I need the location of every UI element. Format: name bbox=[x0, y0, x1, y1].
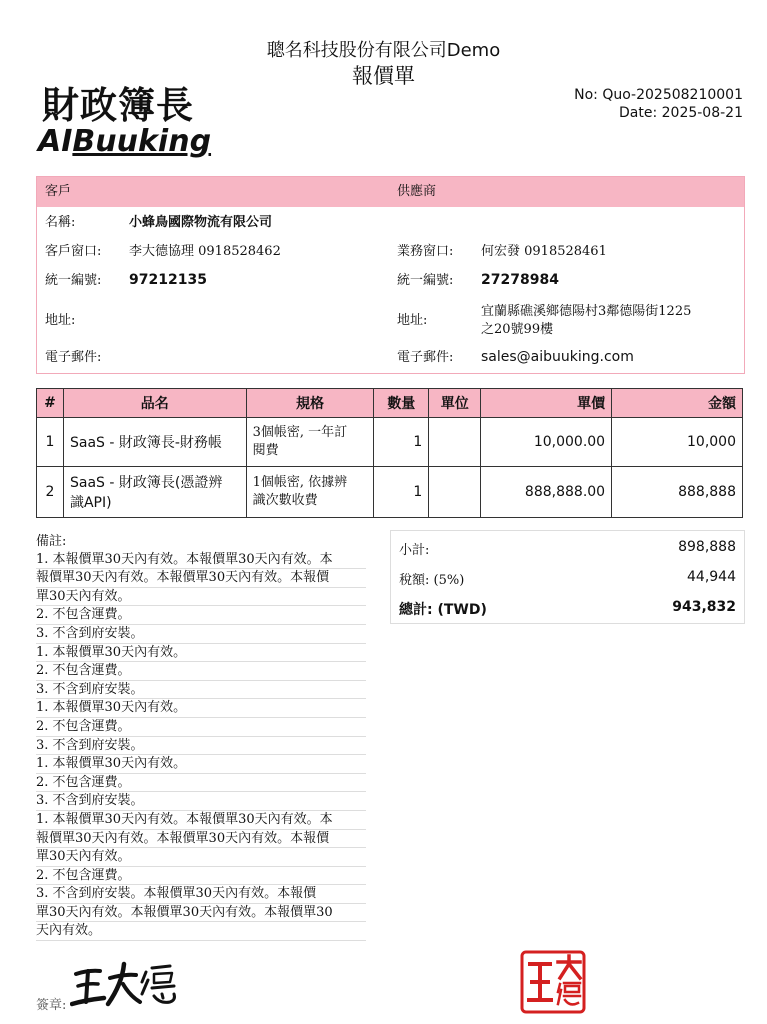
note-line: 2. 不包含運費。 bbox=[36, 606, 366, 625]
supplier-email: sales@aibuuking.com bbox=[481, 349, 634, 365]
item-price: 888,888.00 bbox=[481, 467, 612, 518]
item-unit bbox=[429, 418, 481, 467]
col-header-num: # bbox=[37, 389, 64, 418]
item-spec bbox=[246, 418, 374, 467]
note-line: 2. 不包含運費。 bbox=[36, 774, 366, 793]
note-line: 單30天內有效。本報價單30天內有效。本報價單30 bbox=[36, 904, 366, 923]
total-row bbox=[399, 599, 736, 619]
note-line: 3. 不含到府安裝。 bbox=[36, 792, 366, 811]
signature-label: 簽章: bbox=[36, 998, 67, 1013]
item-name bbox=[63, 467, 246, 518]
note-line: 1. 本報價單30天內有效。本報價單30天內有效。本 bbox=[36, 551, 366, 570]
customer-section-label: 客戶 bbox=[45, 184, 72, 199]
subtotal-value: 898,888 bbox=[678, 539, 736, 555]
company-stamp bbox=[520, 950, 586, 1014]
item-qty: 1 bbox=[374, 467, 429, 518]
logo-english-prefix: AI bbox=[38, 124, 73, 159]
note-line: 1. 本報價單30天內有效。 bbox=[36, 755, 366, 774]
customer-name-label: 名稱: bbox=[45, 215, 76, 230]
customer-name: 小蜂鳥國際物流有限公司 bbox=[129, 215, 273, 230]
note-line: 天內有效。 bbox=[36, 922, 366, 941]
note-line: 報價單30天內有效。本報價單30天內有效。本報價 bbox=[36, 830, 366, 849]
note-line: 報價單30天內有效。本報價單30天內有效。本報價 bbox=[36, 569, 366, 588]
col-header-amount: 金額 bbox=[612, 389, 743, 418]
note-line: 單30天內有效。 bbox=[36, 588, 366, 607]
customer-address-label: 地址: bbox=[45, 313, 76, 328]
note-line: 3. 不含到府安裝。本報價單30天內有效。本報價 bbox=[36, 885, 366, 904]
parties-box bbox=[36, 176, 745, 374]
note-line: 1. 本報價單30天內有效。本報價單30天內有效。本 bbox=[36, 811, 366, 830]
customer-contact: 李大德協理 0918528462 bbox=[129, 244, 281, 259]
item-amount: 10,000 bbox=[612, 418, 743, 467]
handwritten-signature bbox=[70, 958, 180, 1014]
items-table bbox=[36, 388, 743, 518]
tax-value: 44,944 bbox=[687, 569, 736, 585]
note-line: 3. 不含到府安裝。 bbox=[36, 737, 366, 756]
col-header-qty: 數量 bbox=[374, 389, 429, 418]
supplier-address-line2: 之20號99樓 bbox=[481, 322, 554, 337]
customer-email-label: 電子郵件: bbox=[45, 350, 102, 365]
supplier-contact: 何宏發 0918528461 bbox=[481, 244, 607, 259]
item-spec bbox=[246, 467, 374, 518]
item-spec-line1: 1個帳密, 依據辨 bbox=[252, 475, 348, 490]
quote-date: Date: 2025-08-21 bbox=[619, 105, 743, 121]
supplier-email-label: 電子郵件: bbox=[397, 350, 454, 365]
note-line: 2. 不包含運費。 bbox=[36, 662, 366, 681]
supplier-section-label: 供應商 bbox=[397, 184, 437, 199]
item-spec-line2: 識次數收費 bbox=[252, 493, 318, 508]
note-line: 3. 不含到府安裝。 bbox=[36, 625, 366, 644]
supplier-address-line1: 宜蘭縣礁溪鄉德陽村3鄰德陽街1225 bbox=[481, 304, 692, 319]
company-name: 聰名科技股份有限公司Demo bbox=[266, 40, 501, 61]
subtotal-row bbox=[399, 539, 736, 559]
note-line: 2. 不包含運費。 bbox=[36, 718, 366, 737]
total-value: 943,832 bbox=[672, 599, 736, 615]
item-amount: 888,888 bbox=[612, 467, 743, 518]
note-line: 1. 本報價單30天內有效。 bbox=[36, 699, 366, 718]
notes-label: 備註: bbox=[36, 534, 67, 549]
logo-chinese: 財政簿長 bbox=[42, 83, 194, 127]
table-row bbox=[37, 467, 743, 518]
note-line: 單30天內有效。 bbox=[36, 848, 366, 867]
supplier-contact-label: 業務窗口: bbox=[397, 244, 454, 259]
col-header-name: 品名 bbox=[63, 389, 246, 418]
quote-meta bbox=[574, 86, 743, 122]
item-spec-line2: 閱費 bbox=[252, 443, 279, 458]
item-price: 10,000.00 bbox=[481, 418, 612, 467]
item-name-line1: SaaS - 財政簿長-財務帳 bbox=[69, 435, 222, 451]
item-spec-line1: 3個帳密, 一年訂 bbox=[252, 425, 348, 440]
col-header-spec: 規格 bbox=[246, 389, 374, 418]
item-qty: 1 bbox=[374, 418, 429, 467]
item-num: 2 bbox=[37, 467, 64, 518]
table-row bbox=[37, 418, 743, 467]
totals-box bbox=[390, 530, 745, 624]
tax-label: 稅額: (5%) bbox=[399, 573, 465, 588]
item-name-line1: SaaS - 財政簿長(憑證辨 bbox=[69, 475, 223, 491]
supplier-address bbox=[481, 303, 691, 339]
col-header-price: 單價 bbox=[481, 389, 612, 418]
note-line: 3. 不含到府安裝。 bbox=[36, 681, 366, 700]
customer-contact-label: 客戶窗口: bbox=[45, 244, 102, 259]
col-header-unit: 單位 bbox=[429, 389, 481, 418]
item-name bbox=[63, 418, 246, 467]
note-line: 1. 本報價單30天內有效。 bbox=[36, 644, 366, 663]
tax-row bbox=[399, 569, 736, 589]
subtotal-label: 小計: bbox=[399, 543, 430, 558]
customer-tax-label: 統一編號: bbox=[45, 273, 102, 288]
note-line: 2. 不包含運費。 bbox=[36, 867, 366, 886]
item-unit bbox=[429, 467, 481, 518]
table-header-row bbox=[37, 389, 743, 418]
supplier-tax-label: 統一編號: bbox=[397, 273, 454, 288]
supplier-address-label: 地址: bbox=[397, 313, 428, 328]
notes-lines bbox=[36, 551, 366, 941]
quote-number: No: Quo-202508210001 bbox=[574, 87, 743, 103]
parties-header-band bbox=[37, 177, 744, 207]
customer-tax-id: 97212135 bbox=[129, 272, 207, 288]
supplier-tax-id: 27278984 bbox=[481, 272, 559, 288]
item-name-line2: 識API) bbox=[69, 495, 112, 511]
document-title: 報價單 bbox=[352, 64, 415, 88]
logo-english bbox=[38, 124, 211, 160]
total-label: 總計: (TWD) bbox=[399, 602, 487, 618]
notes-section bbox=[36, 533, 366, 941]
brand-logo bbox=[38, 84, 213, 166]
logo-english-suffix: Buuking bbox=[72, 124, 212, 159]
item-num: 1 bbox=[37, 418, 64, 467]
